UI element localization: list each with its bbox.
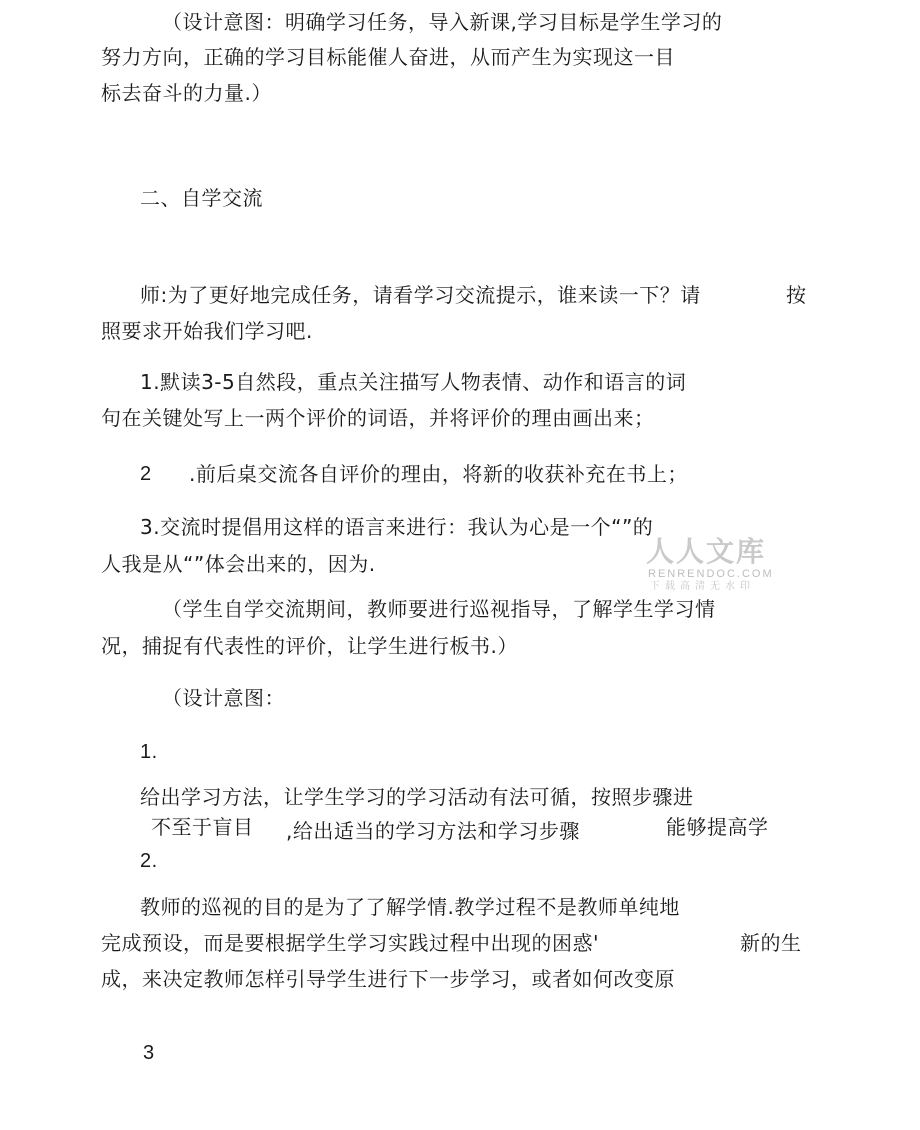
section-heading: 二、自学交流 (140, 186, 263, 210)
point-2-line-3: 成，来决定教师怎样引导学生进行下一步学习，或者如何改变原 (101, 967, 675, 991)
point-1-fragment-b: ,给出适当的学习方法和学习步骤 (286, 819, 580, 843)
step-2-text: .前后桌交流各自评价的理由，将新的收获补充在书上； (189, 462, 688, 486)
watermark-title: 人人文库 (646, 535, 767, 568)
point-2-line-1: 教师的巡视的目的是为了了解学情.教学过程不是教师单纯地 (140, 895, 680, 919)
teacher-note-line-2: 况，捕捉有代表性的评价，让学生进行板书.） (101, 634, 518, 658)
watermark-url: RENRENDOC.COM (648, 568, 774, 580)
step-2-number: 2 (140, 463, 152, 485)
step-3-line-1: 3.交流时提倡用这样的语言来进行：我认为心是一个“”的 (140, 515, 654, 539)
step-1-line-1: 1.默读3-5自然段，重点关注描写人物表情、动作和语言的词 (140, 370, 687, 394)
teacher-prompt-line-1: 师:为了更好地完成任务，请看学习交流提示，谁来读一下？请 (140, 283, 701, 307)
design-intent-line-3: 标去奋斗的力量.） (101, 81, 272, 105)
watermark-logo (646, 536, 772, 598)
point-1-fragment-a: 不至于盲目 (151, 815, 254, 839)
point-3-number: 3 (143, 1042, 155, 1064)
design-intent-line-1: （设计意图：明确学习任务，导入新课,学习目标是学生学习的 (162, 10, 723, 34)
step-3-line-2: 人我是从“”体会出来的，因为. (101, 552, 376, 576)
point-2-number: 2. (140, 850, 158, 872)
teacher-prompt-line-2: 照要求开始我们学习吧. (101, 319, 313, 343)
watermark-subtitle: 下载高清无水印 (650, 581, 755, 592)
point-2-line-2-trailing: 新的生 (740, 931, 802, 955)
teacher-note-line-1: （学生自学交流期间，教师要进行巡视指导，了解学生学习情 (162, 597, 716, 621)
design-intent-line-2: 努力方向，正确的学习目标能催人奋进，从而产生为实现这一目 (101, 45, 675, 69)
design-intent-heading: （设计意图： (162, 686, 285, 710)
point-1-number: 1. (140, 741, 158, 763)
step-1-line-2: 句在关键处写上一两个评价的词语，并将评价的理由画出来； (101, 406, 655, 430)
point-1-line-1: 给出学习方法，让学生学习的学习活动有法可循，按照步骤进 (140, 785, 694, 809)
teacher-prompt-trailing: 按 (786, 283, 807, 307)
point-2-line-2: 完成预设，而是要根据学生学习实践过程中出现的困惑' (101, 931, 599, 955)
point-1-fragment-c: 能够提高学 (666, 815, 769, 839)
